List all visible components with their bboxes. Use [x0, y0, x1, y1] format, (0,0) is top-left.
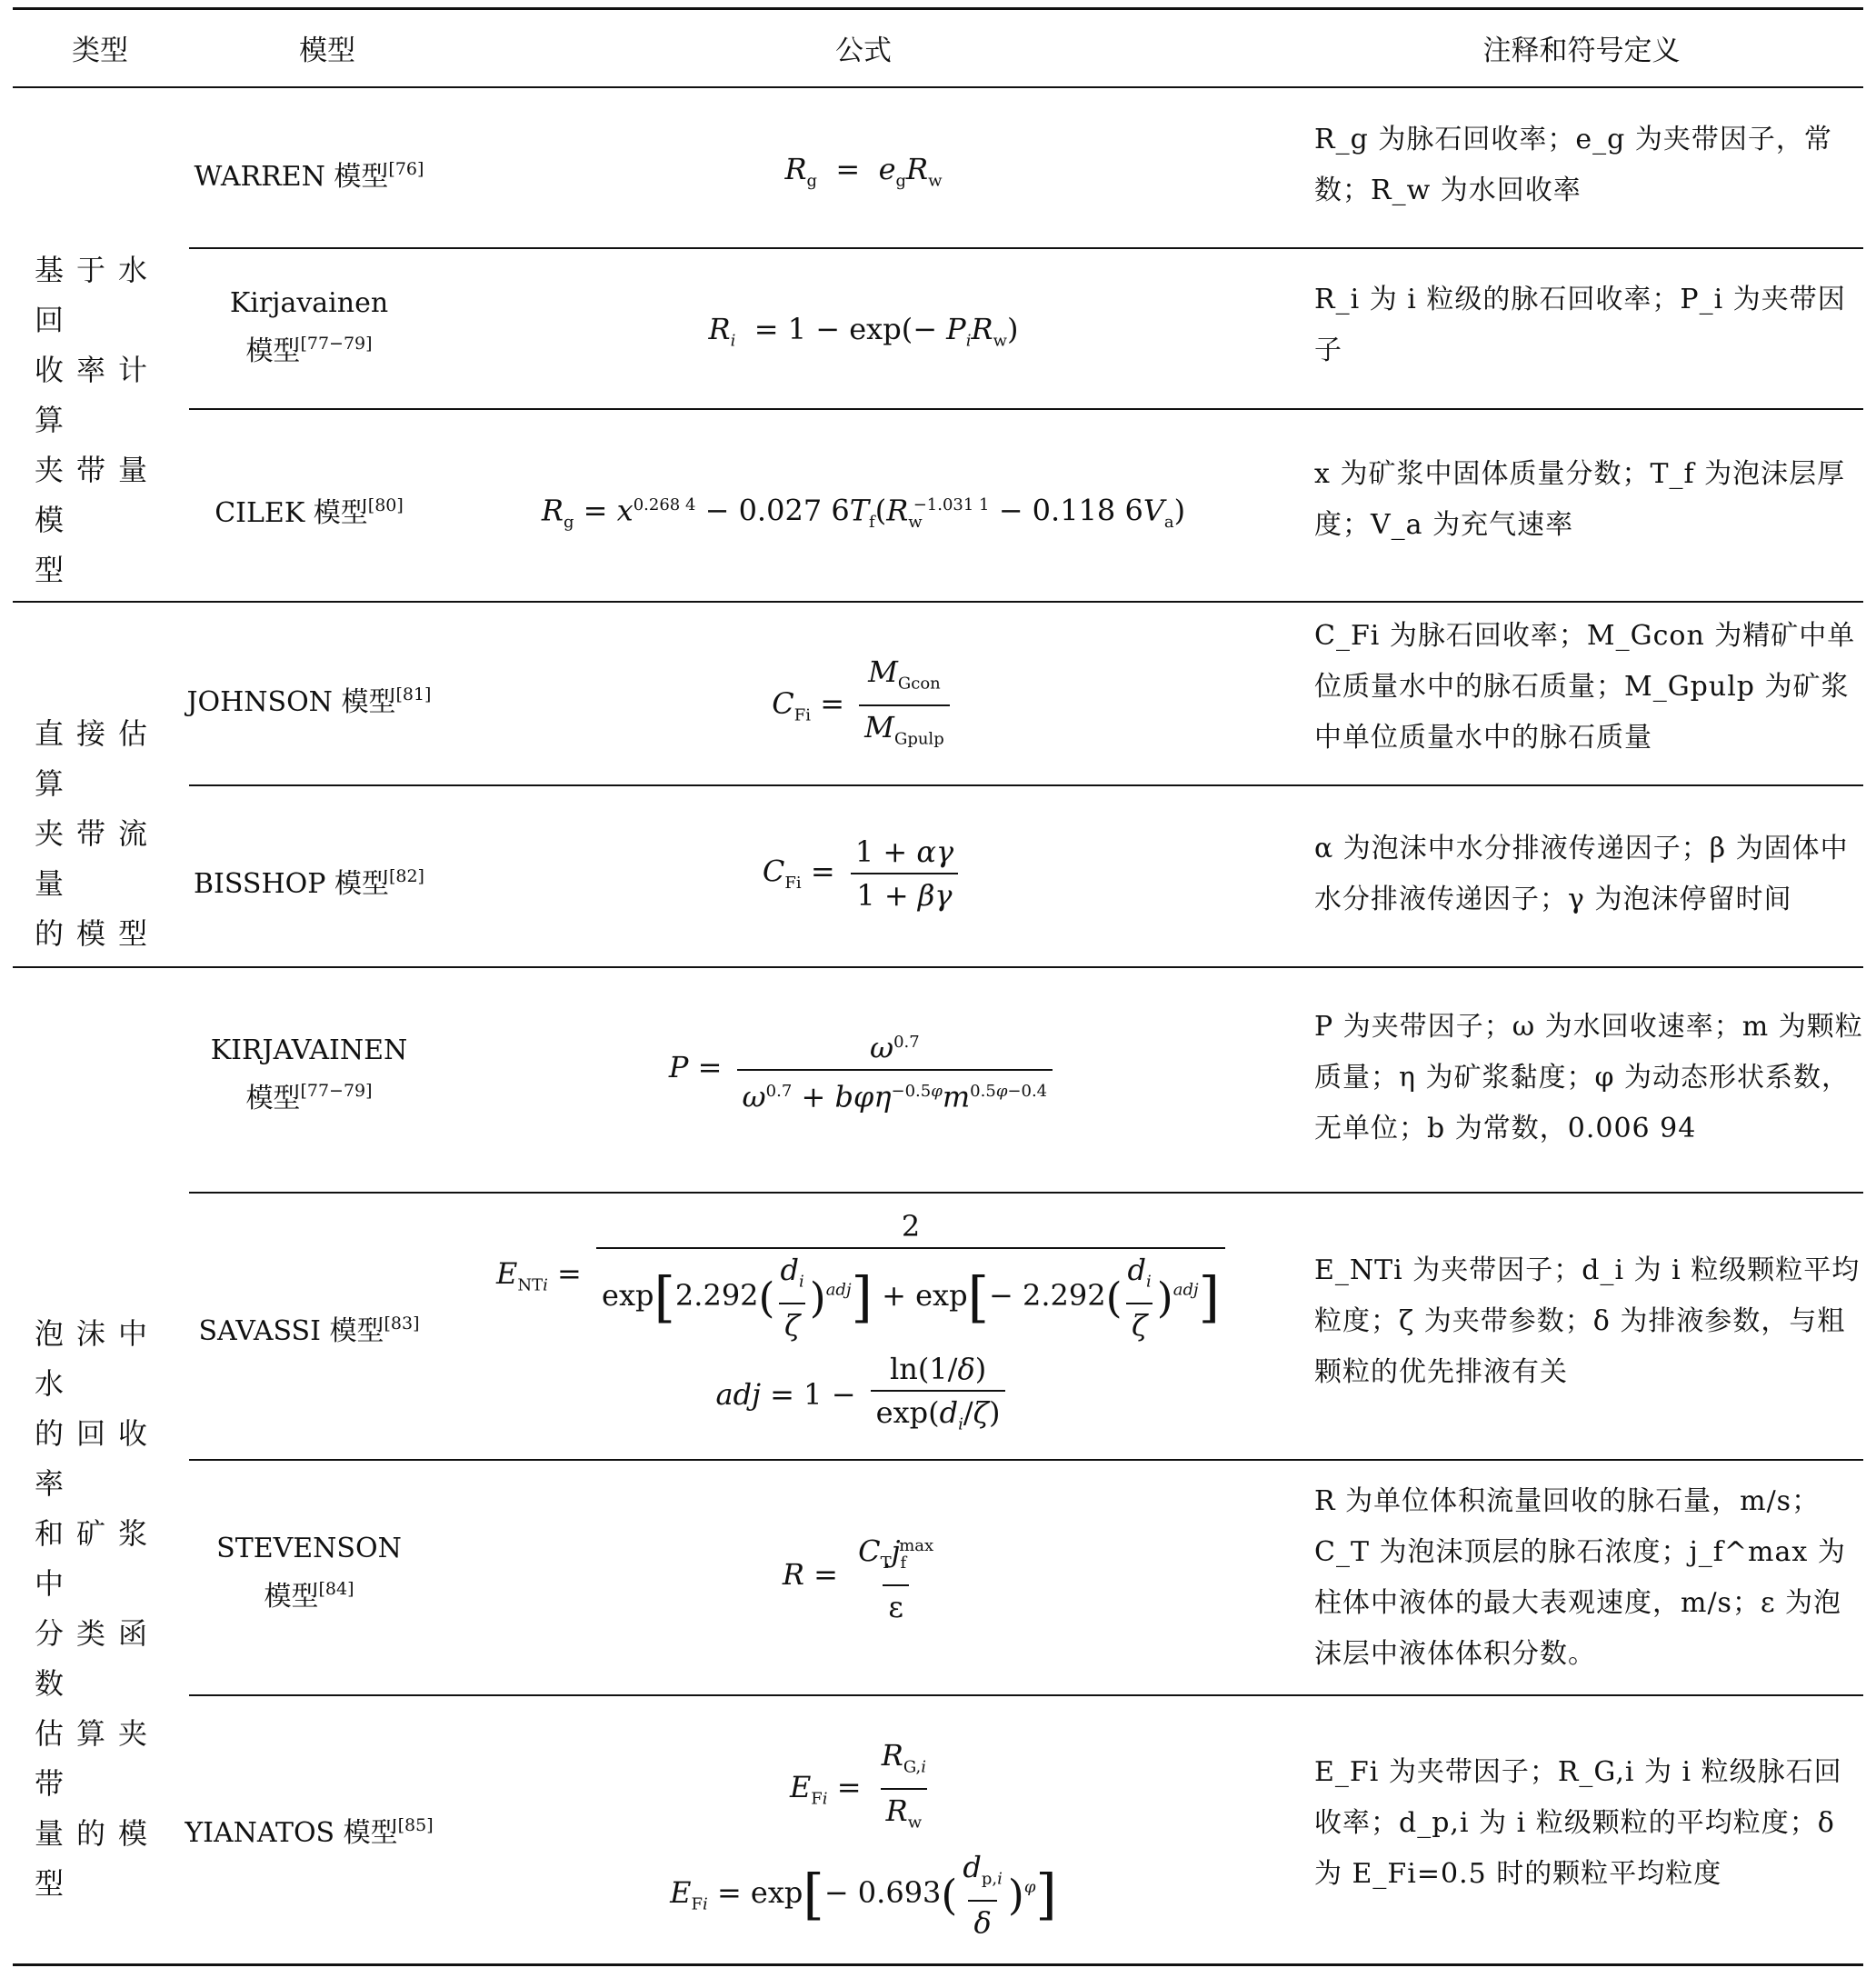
formula-savassi: $E_{NTi}$ = 2 exp[2.292( $\frac{d_i}{\zeta}$ )$^{adj}$] + exp[− 2.292( $\frac{d_i}{\zeta}$ )$^{adj}$] adj = 1 − $\frac{\ln(1/\delta)}{\exp(d_i/\zeta)}$ [409, 1209, 1318, 1443]
formula-kirjavainen-upper: P = $\frac{\omega^{0.7}}{\omega^{0.7} + b\varphi\eta^{-0.5\varphi}m^{0.5\varphi-0.4}}$ [409, 1025, 1318, 1114]
formula-bisshop: $C_{Fi}$ = $\frac{1 + \alpha\gamma}{1 + \beta\gamma}$ [409, 834, 1318, 913]
note-yianatos: E_Fi 为夹带因子；R_G,i 为 i 粒级脉石回收率；d_p,i 为 i 粒级颗粒的平均粒度；δ 为 E_Fi=0.5 时的颗粒平均粒度 [1314, 1756, 1842, 1890]
table-top-rule [13, 7, 1863, 10]
formula-kirjavainen: $R_i = 1 - \exp(- P_iR_w)$ [708, 312, 1019, 351]
header-model: 模型 [299, 35, 355, 67]
model-yianatos: YIANATOS 模型[85] [185, 1815, 434, 1849]
formula-stevenson: R = $\frac{C_Tj_f^{max}}{\varepsilon}$ [782, 1533, 934, 1625]
row-rule [189, 1459, 1863, 1461]
row-rule [189, 408, 1863, 410]
category-classification-function: 泡沫中水 的回收率 和矿浆中 分类函数 估算夹带 量的模型 [35, 1316, 161, 1901]
formula-yianatos: $E_{Fi}$ = $\frac{R_{G,i}}{R_w}$ $E_{Fi} = \exp[- 0.693$( $\frac{d_{p,i}}{\delta}$ )$^\varphi$] [670, 1738, 1057, 1941]
model-johnson: JOHNSON 模型[81] [186, 684, 432, 718]
group-rule [13, 966, 1863, 968]
table-bottom-rule [13, 1963, 1863, 1966]
model-stevenson: STEVENSON 模型[84] [216, 1533, 402, 1613]
header-formula: 公式 [835, 35, 892, 67]
model-cilek: CILEK 模型[80] [215, 495, 404, 529]
header-rule [13, 86, 1863, 88]
note-warren: R_g 为脉石回收率；e_g 为夹带因子，常数；R_w 为水回收率 [1314, 124, 1832, 206]
note-kirjavainen: R_i 为 i 粒级的脉石回收率；P_i 为夹带因子 [1314, 284, 1846, 366]
model-bisshop: BISSHOP 模型[82] [194, 866, 424, 900]
group-rule [13, 601, 1863, 603]
note-kirjavainen-upper: P 为夹带因子；ω 为水回收速率；m 为颗粒质量；η 为矿浆黏度；φ 为动态形状系数，无单位；b 为常数，0.006 94 [1314, 1011, 1863, 1144]
row-rule [189, 1694, 1863, 1696]
model-savassi: SAVASSI 模型[83] [198, 1314, 420, 1347]
note-bisshop: α 为泡沫中水分排液传递因子；β 为固体中水分排液传递因子；γ 为泡沫停留时间 [1314, 833, 1849, 915]
header-notes: 注释和符号定义 [1482, 35, 1681, 67]
note-stevenson: R 为单位体积流量回收的脉石量，m/s；C_T 为泡沫顶层的脉石浓度；j_f^max 为柱体中液体的最大表观速度，m/s；ε 为泡沫层中液体体积分数。 [1314, 1485, 1846, 1670]
formula-warren: $R_g = e_gR_w$ [784, 152, 943, 191]
model-kirjavainen-upper: KIRJAVAINEN 模型[77−79] [210, 1034, 408, 1114]
model-warren: WARREN 模型[76] [194, 159, 424, 193]
note-savassi: E_NTi 为夹带因子；d_i 为 i 粒级颗粒平均粒度；ζ 为夹带参数；δ 为排液参数，与粗颗粒的优先排液有关 [1314, 1254, 1861, 1388]
category-water-recovery: 基于水回 收率计算 夹带量模 型 [35, 253, 161, 587]
row-rule [189, 1192, 1863, 1194]
formula-cilek: $R_g = x^{0.268 4} - 0.027$ $6T_f(R_w^{-1.031 1} - 0.118$ $6V_a$) [541, 493, 1186, 533]
model-kirjavainen: Kirjavainen 模型[77−79] [229, 287, 389, 367]
row-rule [189, 784, 1863, 786]
formula-johnson: $C_{Fi}$ = $\frac{M_{Gcon}}{M_{Gpulp}}$ [409, 654, 1318, 757]
category-direct-estimate: 直接估算 夹带流量 的模型 [35, 716, 161, 951]
note-johnson: C_Fi 为脉石回收率；M_Gcon 为精矿中单位质量水中的脉石质量；M_Gpulp 为矿浆中单位质量水中的脉石质量 [1314, 620, 1856, 754]
header-type: 类型 [72, 35, 128, 67]
note-cilek: x 为矿浆中固体质量分数；T_f 为泡沫层厚度；V_a 为充气速率 [1314, 458, 1846, 541]
row-rule [189, 247, 1863, 249]
